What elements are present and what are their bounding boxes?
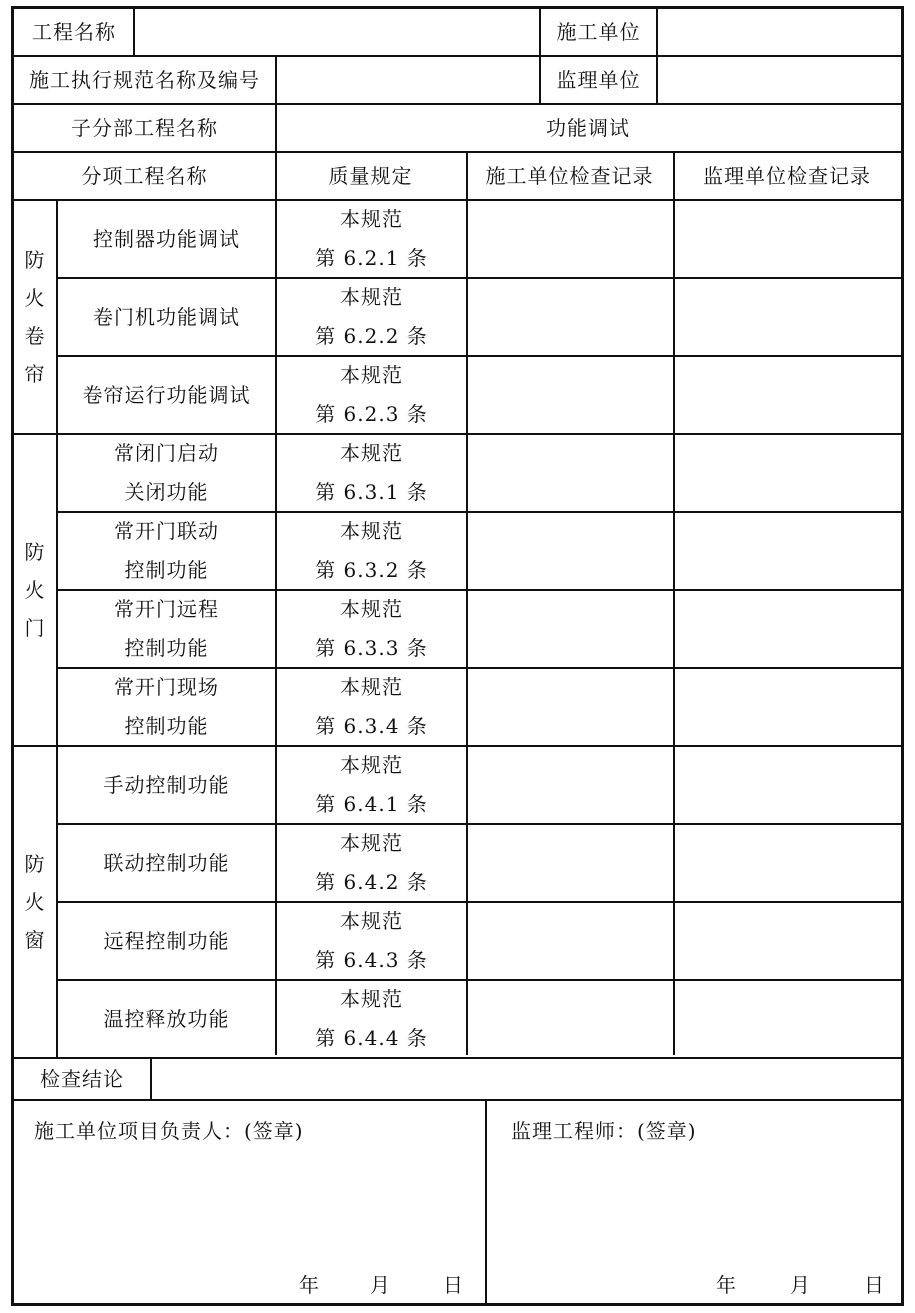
item-name-line: 常开门联动 (114, 519, 219, 543)
construction-date-month: 月 (370, 1273, 391, 1297)
spec-name: 本规范 (340, 519, 403, 543)
quality-rule (277, 201, 466, 277)
group-label (14, 201, 56, 433)
spec-name: 本规范 (340, 285, 403, 309)
construction-record-cell[interactable] (468, 591, 673, 667)
supervision-unit-value[interactable] (657, 57, 901, 103)
item-name-line: 手动控制功能 (103, 772, 230, 797)
spec-clause: 第 6.2.2 条 (315, 324, 428, 348)
construction-record-cell[interactable] (468, 981, 673, 1057)
column-construction-header: 施工单位检查记录 (485, 164, 654, 188)
supervision-record-cell[interactable] (675, 903, 901, 979)
group-label-char: 防 (24, 852, 46, 876)
spec-clause: 第 6.3.3 条 (315, 636, 428, 660)
spec-clause: 第 6.3.4 条 (315, 714, 428, 738)
grid-line (14, 1099, 901, 1101)
sub-division-label: 子分部工程名称 (71, 116, 218, 140)
supervision-date-year: 年 (716, 1273, 737, 1297)
spec-name: 本规范 (340, 675, 403, 699)
item-name-line: 控制功能 (124, 558, 209, 582)
spec-name: 本规范 (340, 363, 403, 387)
construction-record-cell[interactable] (468, 669, 673, 745)
item-name (58, 903, 275, 979)
item-name (58, 435, 275, 511)
spec-name: 本规范 (340, 753, 403, 777)
column-quality-header: 质量规定 (328, 164, 413, 188)
group-label (14, 435, 56, 745)
supervision-date-month: 月 (790, 1273, 811, 1297)
construction-date-day: 日 (443, 1273, 464, 1297)
project-name-label: 工程名称 (32, 20, 116, 44)
item-name (58, 279, 275, 355)
item-name (58, 513, 275, 589)
conclusion-label: 检查结论 (40, 1067, 124, 1091)
spec-clause: 第 6.4.3 条 (315, 948, 428, 972)
spec-clause: 第 6.4.2 条 (315, 870, 428, 894)
spec-clause: 第 6.4.1 条 (315, 792, 428, 816)
quality-rule (277, 279, 466, 355)
supervision-record-cell[interactable] (675, 669, 901, 745)
item-name-line: 控制功能 (124, 714, 209, 738)
spec-clause: 第 6.4.4 条 (315, 1026, 428, 1050)
item-name (58, 981, 275, 1057)
item-name-line: 控制功能 (124, 636, 209, 660)
construction-record-cell[interactable] (468, 357, 673, 433)
item-name-line: 控制器功能调试 (93, 226, 240, 251)
spec-name: 本规范 (340, 987, 403, 1011)
construction-unit-value[interactable] (657, 9, 901, 55)
group-label-char: 火 (24, 890, 46, 914)
supervision-record-cell[interactable] (675, 981, 901, 1057)
item-name-line: 常开门现场 (114, 675, 219, 699)
supervision-signature-label: 监理工程师：(签章) (511, 1119, 697, 1143)
spec-name: 本规范 (340, 831, 403, 855)
quality-rule (277, 903, 466, 979)
supervision-record-cell[interactable] (675, 747, 901, 823)
spec-name: 本规范 (340, 207, 403, 231)
group-label-char: 火 (24, 578, 46, 602)
construction-record-cell[interactable] (468, 747, 673, 823)
construction-unit-label: 施工单位 (556, 20, 641, 44)
spec-name: 本规范 (340, 909, 403, 933)
group-label-char: 卷 (24, 324, 46, 348)
spec-name: 本规范 (340, 441, 403, 465)
grid-line (485, 1101, 487, 1303)
spec-value[interactable] (275, 57, 540, 103)
project-name-value[interactable] (134, 9, 540, 55)
sub-division-value: 功能调试 (546, 116, 630, 140)
spec-clause: 第 6.3.1 条 (315, 480, 428, 504)
quality-rule (277, 669, 466, 745)
supervision-record-cell[interactable] (675, 279, 901, 355)
spec-clause: 第 6.3.2 条 (315, 558, 428, 582)
item-name-line: 关闭功能 (124, 480, 209, 504)
item-name (58, 591, 275, 667)
item-name-line: 常闭门启动 (114, 441, 219, 465)
supervision-date-day: 日 (864, 1273, 885, 1297)
supervision-record-cell[interactable] (675, 357, 901, 433)
item-name (58, 825, 275, 901)
item-name-line: 常开门远程 (114, 597, 219, 621)
supervision-record-cell[interactable] (675, 513, 901, 589)
supervision-record-cell[interactable] (675, 591, 901, 667)
item-name (58, 201, 275, 277)
spec-clause: 第 6.2.1 条 (315, 246, 428, 270)
item-name-line: 温控释放功能 (103, 1006, 230, 1031)
group-label-char: 帘 (24, 362, 46, 386)
spec-name: 本规范 (340, 597, 403, 621)
quality-rule (277, 435, 466, 511)
construction-signature-label: 施工单位项目负责人：(签章) (34, 1119, 304, 1143)
group-label-char: 火 (24, 286, 46, 310)
item-name (58, 357, 275, 433)
quality-rule (277, 357, 466, 433)
item-name (58, 747, 275, 823)
group-label-char: 窗 (24, 928, 46, 952)
column-item-header: 分项工程名称 (81, 164, 208, 188)
inspection-form (11, 6, 904, 1306)
construction-record-cell[interactable] (468, 513, 673, 589)
item-name-line: 卷帘运行功能调试 (82, 382, 251, 407)
construction-record-cell[interactable] (468, 279, 673, 355)
supervision-record-cell[interactable] (675, 201, 901, 277)
conclusion-value[interactable] (152, 1059, 901, 1099)
item-name-line: 远程控制功能 (103, 928, 230, 953)
spec-clause: 第 6.2.3 条 (315, 402, 428, 426)
group-label (14, 747, 56, 1057)
group-label-char: 防 (24, 540, 46, 564)
grid-line (133, 9, 135, 55)
group-label-char: 门 (24, 616, 46, 640)
construction-record-cell[interactable] (468, 825, 673, 901)
group-label-char: 防 (24, 248, 46, 272)
construction-record-cell[interactable] (468, 903, 673, 979)
quality-rule (277, 513, 466, 589)
construction-date-year: 年 (299, 1273, 320, 1297)
construction-record-cell[interactable] (468, 435, 673, 511)
quality-rule (277, 825, 466, 901)
column-supervision-header: 监理单位检查记录 (703, 164, 871, 188)
construction-record-cell[interactable] (468, 201, 673, 277)
quality-rule (277, 981, 466, 1057)
item-name-line: 卷门机功能调试 (93, 304, 240, 329)
item-name (58, 669, 275, 745)
spec-label: 施工执行规范名称及编号 (29, 68, 260, 92)
item-name-line: 联动控制功能 (103, 850, 230, 875)
supervision-unit-label: 监理单位 (556, 68, 641, 92)
quality-rule (277, 747, 466, 823)
quality-rule (277, 591, 466, 667)
supervision-record-cell[interactable] (675, 435, 901, 511)
grid-line (275, 57, 277, 103)
supervision-record-cell[interactable] (675, 825, 901, 901)
